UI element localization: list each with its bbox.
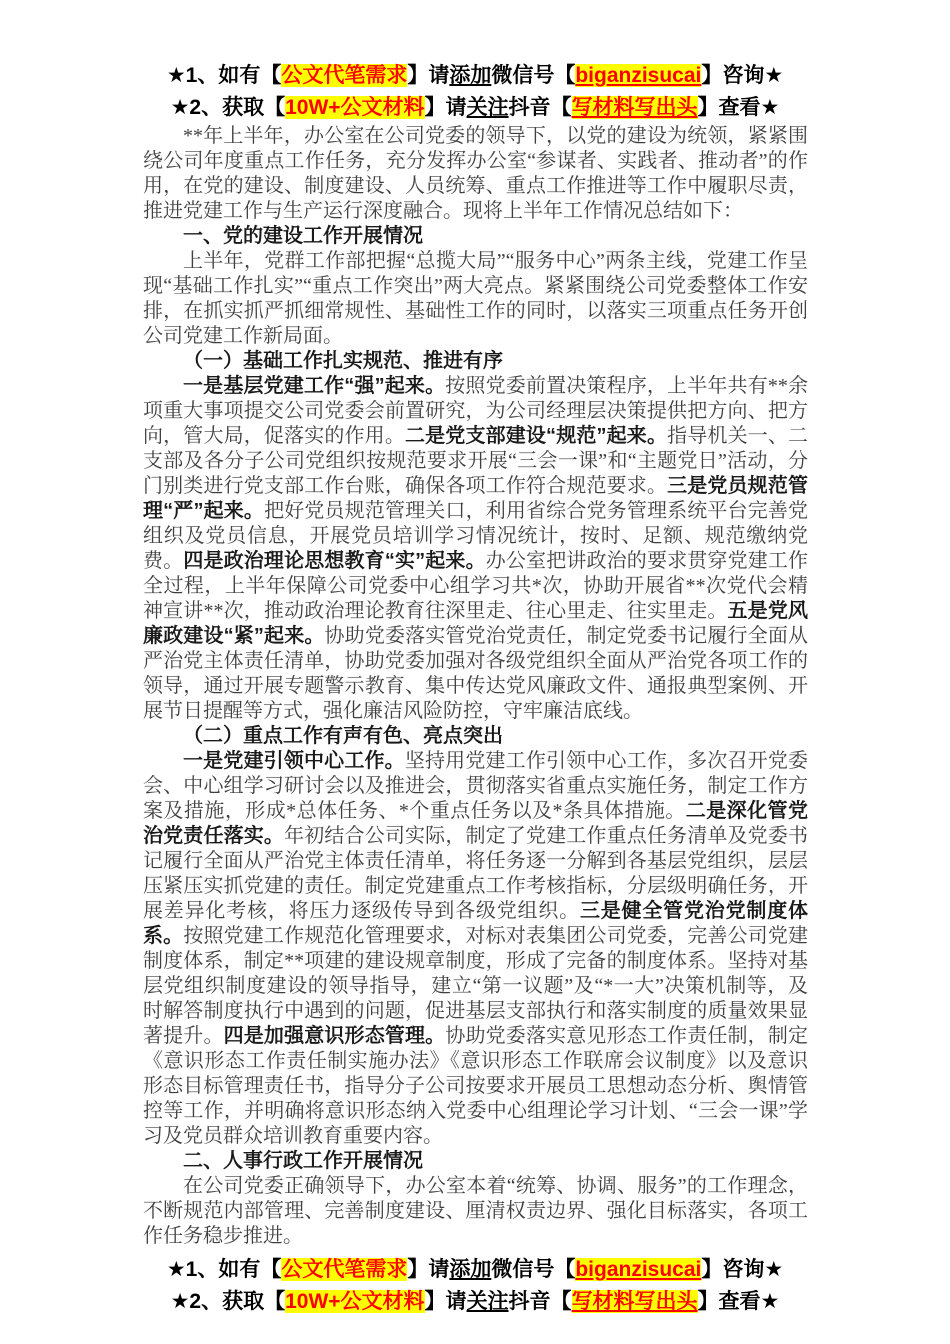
promo-line-2 xyxy=(0,92,950,124)
paragraph-basic-work xyxy=(143,374,808,724)
promo-text: 】请 xyxy=(407,64,450,87)
text-run: 坚持用党建工作引领中心工作，多次召开党委会、中心组学习研讨会以及推进会，贯彻落实省重点实施任务，制定工作方案及措施，形成*总体任务、*个重点任务以及*条具体措施。 xyxy=(143,750,809,822)
text-run: 在公司党委正确领导下，办公室本着“统筹、协调、服务”的工作理念，不断规范内部管理、完善制度建设、厘清权责边界、强化目标落实，各项工作任务稳步推进。 xyxy=(143,1175,808,1247)
promo-douyin-id: 写材料写出头 xyxy=(571,96,698,119)
paragraph-intro xyxy=(143,124,808,224)
text-run: （二）重点工作有声有色、亮点突出 xyxy=(183,725,503,747)
promo-text: 抖音【 xyxy=(508,1290,572,1313)
text-run: 上半年，党群工作部把握“总揽大局”“服务中心”两条主线，党建工作呈现“基础工作扎实”“重点工作突出”两大亮点。紧紧围绕公司党委整体工作安排，在抓实抓严抓细常规性、基础性工作的同时，以落实三项重点任务开创公司党建工作新局面。 xyxy=(143,250,808,347)
text-run: 一、党的建设工作开展情况 xyxy=(183,225,423,247)
text-run: 按照党建工作规范化管理要求，对标对表集团公司党委，完善公司党建制度体系，制定**项建的建设规章制度，形成了完备的制度体系。坚持对基层党组织制度建设的领导指导，建立“第一议题”及“*一大”决策机制等，及时解答制度执行中遇到的问题，促进基层支部执行和落实制度的质量效果显著提升。 xyxy=(143,925,808,1047)
promo-banner-top xyxy=(0,0,950,124)
section-heading-hr-admin xyxy=(143,1149,808,1174)
section-heading-party-building xyxy=(143,224,808,249)
promo-highlight-writing-need: 公文代笔需求 xyxy=(281,1258,408,1281)
promo-text: 】请 xyxy=(407,1258,450,1281)
promo-wechat-id: biganzisucai xyxy=(575,64,702,87)
text-run-bold: 四是政治理论思想教育“实”起来。 xyxy=(183,550,486,572)
promo-underline-follow: 关注 xyxy=(466,96,509,119)
promo-highlight-writing-need: 公文代笔需求 xyxy=(281,64,408,87)
document-body xyxy=(0,124,950,1249)
text-run: 二、人事行政工作开展情况 xyxy=(183,1150,423,1172)
text-run: 办公室把讲政治的要求贯穿党建工作全过程，上半年保障公司党委中心组学习共*次，协助开展省**次党代会精神宣讲**次，推动政治理论教育往深里走、往心里走、往实里走。 xyxy=(143,550,809,622)
text-run-bold: 二是党支部建设“规范”起来。 xyxy=(404,425,668,447)
promo-line-1 xyxy=(0,60,950,92)
promo-text: ★2、获取【 xyxy=(170,1290,286,1313)
text-run-bold: 五是党风廉政建设“紧”起来。 xyxy=(143,600,808,647)
text-run: 协助党委落实意见形态工作责任制，制定《意识形态工作责任制实施办法》《意识形态工作联席会议制度》以及意识形态目标管理责任书，指导分子公司按要求开展员工思想动态分析、舆情管控等工作，并明确将意识形态纳入党委中心组理论学习计划、“三会一课”学习及党员群众培训教育重要内容。 xyxy=(143,1025,808,1147)
text-run: 按照党委前置决策程序，上半年共有**余项重大事项提交公司党委会前置研究，为公司经理层决策提供把方向、把方向，管大局，促落实的作用。 xyxy=(143,375,809,447)
promo-underline-follow: 关注 xyxy=(466,1290,509,1313)
promo-text: 抖音【 xyxy=(508,96,572,119)
promo-text: 】查看★ xyxy=(697,1290,780,1313)
promo-highlight-materials: 10W+公文材料 xyxy=(285,96,425,119)
promo-text: ★1、如有【 xyxy=(166,1258,282,1281)
text-run-bold: 三是健全管党治党制度体系。 xyxy=(143,900,809,947)
text-run-bold: 二是深化管党治党责任落实。 xyxy=(143,800,809,847)
text-run-bold: 四是加强意识形态管理。 xyxy=(223,1025,446,1047)
paragraph-party-overview xyxy=(143,249,808,349)
promo-douyin-id: 写材料写出头 xyxy=(571,1290,698,1313)
text-run: 指导机关一、二支部及各分子公司党组织按规范要求开展“三会一课”和“主题党日”活动，分门别类进行党支部工作台账，确保各项工作符合规范要求。 xyxy=(143,425,809,497)
subsection-heading-key-work xyxy=(143,724,808,749)
text-run: 协助党委落实管党治党责任，制定党委书记履行全面从严治党主体责任清单，协助党委加强对各级党组织全面从严治党各项工作的领导，通过开展专题警示教育、集中传达党风廉政文件、通报典型案例、开展节日提醒等方式，强化廉洁风险防控，守牢廉洁底线。 xyxy=(143,625,809,722)
promo-text: 微信号【 xyxy=(491,64,576,87)
promo-text: 微信号【 xyxy=(491,1258,576,1281)
promo-text: 】请 xyxy=(424,1290,467,1313)
promo-highlight-materials: 10W+公文材料 xyxy=(285,1290,425,1313)
promo-banner-bottom xyxy=(0,1254,950,1318)
text-run: 年初结合公司实际，制定了党建工作重点任务清单及党委书记履行全面从严治党主体责任清单，将任务逐一分解到各基层党组织，层层压紧压实抓党建的责任。制定党建重点工作考核指标，分层级明确任务，开展差异化考核，将压力逐级传导到各级党组织。 xyxy=(143,825,808,922)
text-run-bold: 三是党员规范管理“严”起来。 xyxy=(143,475,808,522)
promo-text: 】咨询★ xyxy=(701,1258,784,1281)
promo-text: ★2、获取【 xyxy=(170,96,286,119)
promo-text: ★1、如有【 xyxy=(166,64,282,87)
text-run: （一）基础工作扎实规范、推进有序 xyxy=(183,350,503,372)
subsection-heading-basic-work xyxy=(143,349,808,374)
text-run: 把好党员规范管理关口，利用省综合党务管理系统平台完善党组织及党员信息，开展党员培训学习情况统计，按时、足额、规范缴纳党费。 xyxy=(143,500,809,572)
promo-underline-add: 添加 xyxy=(449,1258,492,1281)
text-run: **年上半年，办公室在公司党委的领导下，以党的建设为统领，紧紧围绕公司年度重点工作任务，充分发挥办公室“参谋者、实践者、推动者”的作用，在党的建设、制度建设、人员统筹、重点工作推进等工作中履职尽责，推进党建工作与生产运行深度融合。现将上半年工作情况总结如下： xyxy=(143,125,808,222)
promo-underline-add: 添加 xyxy=(449,64,492,87)
paragraph-key-work xyxy=(143,749,808,1149)
text-run-bold: 一是党建引领中心工作。 xyxy=(183,750,405,772)
text-run-bold: 一是基层党建工作“强”起来。 xyxy=(183,375,446,397)
promo-text: 】请 xyxy=(424,96,467,119)
promo-text: 】咨询★ xyxy=(701,64,784,87)
promo-wechat-id: biganzisucai xyxy=(575,1258,702,1281)
promo-line-2-bottom xyxy=(0,1286,950,1318)
paragraph-hr-admin xyxy=(143,1174,808,1249)
promo-text: 】查看★ xyxy=(697,96,780,119)
promo-line-1-bottom xyxy=(0,1254,950,1286)
